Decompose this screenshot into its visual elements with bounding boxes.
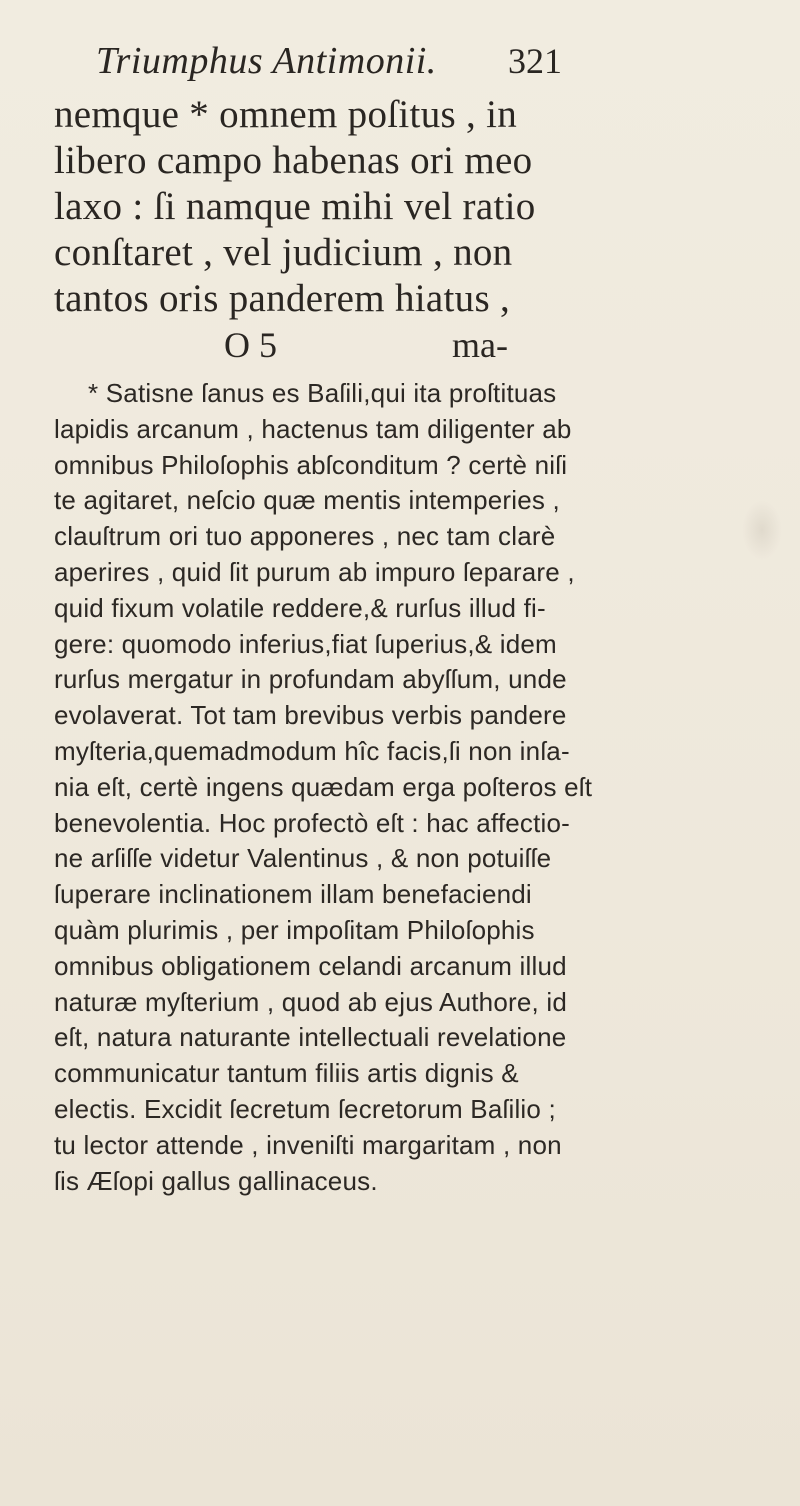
footnote-line: tu lector attende , inveniſti margaritam , non — [54, 1129, 562, 1160]
page-number: 321 — [508, 41, 562, 81]
main-text-line: nemque * omnem poſitus , in — [54, 93, 518, 136]
main-text-line: conſtaret , vel judicium , non — [54, 231, 513, 274]
footnote-line: ne arſiſſe videtur Valentinus , & non potuiſſe — [54, 843, 552, 874]
footnote-line: communicatur tantum filiis artis dignis & — [54, 1058, 519, 1089]
footnote-line: ſuperare inclinationem illam benefaciendi — [54, 879, 532, 910]
footnote — [54, 376, 782, 1199]
footnote-line: naturæ myſterium , quod ab ejus Authore, id — [54, 986, 567, 1017]
running-head — [96, 38, 776, 84]
paper-stain — [742, 500, 782, 560]
footnote-line: * Satisne ſanus es Baſili,qui ita proſtituas — [88, 378, 557, 408]
running-title: Triumphus Antimonii. — [96, 40, 437, 82]
signature-mark: O 5 — [224, 325, 277, 365]
footnote-line: aperires , quid ſit purum ab impuro ſeparare , — [54, 556, 575, 587]
footnote-line: omnibus obligationem celandi arcanum illud — [54, 950, 567, 981]
footnote-line: quid fixum volatile reddere,& rurſus illud fi- — [54, 592, 546, 623]
footnote-line: eſt, natura naturante intellectuali revelatione — [54, 1022, 567, 1053]
footnote-line: myſteria,quemadmodum hîc facis,ſi non inſa- — [54, 735, 570, 766]
footnote-line: ſis Æſopi gallus gallinaceus. — [54, 1165, 378, 1196]
footnote-line: quàm plurimis , per impoſitam Philoſophis — [54, 914, 535, 945]
main-text-line: libero campo habenas ori meo — [54, 139, 533, 182]
catchword: ma- — [452, 325, 508, 365]
signature-line — [54, 322, 774, 368]
main-text-line: laxo : ſi namque mihi vel ratio — [54, 185, 536, 228]
footnote-line: electis. Excidit ſecretum ſecretorum Baſilio ; — [54, 1093, 556, 1124]
footnote-line: gere: quomodo inferius,fiat ſuperius,& idem — [54, 628, 557, 659]
footnote-line: benevolentia. Hoc profectò eſt : hac affectio- — [54, 807, 571, 838]
footnote-line: nia eſt, certè ingens quædam erga poſteros eſt — [54, 771, 593, 802]
footnote-line: evolaverat. Tot tam brevibus verbis pandere — [54, 700, 567, 731]
footnote-line: lapidis arcanum , hactenus tam diligenter ab — [54, 413, 572, 444]
footnote-line: te agitaret, neſcio quæ mentis intemperies , — [54, 485, 560, 516]
main-text — [54, 92, 774, 368]
footnote-line: rurſus mergatur in profundam abyſſum, unde — [54, 664, 567, 695]
main-text-line: tantos oris panderem hiatus , — [54, 277, 511, 320]
footnote-line: clauſtrum ori tuo apponeres , nec tam clarè — [54, 521, 556, 552]
footnote-line: omnibus Philoſophis abſconditum ? certè niſi — [54, 449, 568, 480]
